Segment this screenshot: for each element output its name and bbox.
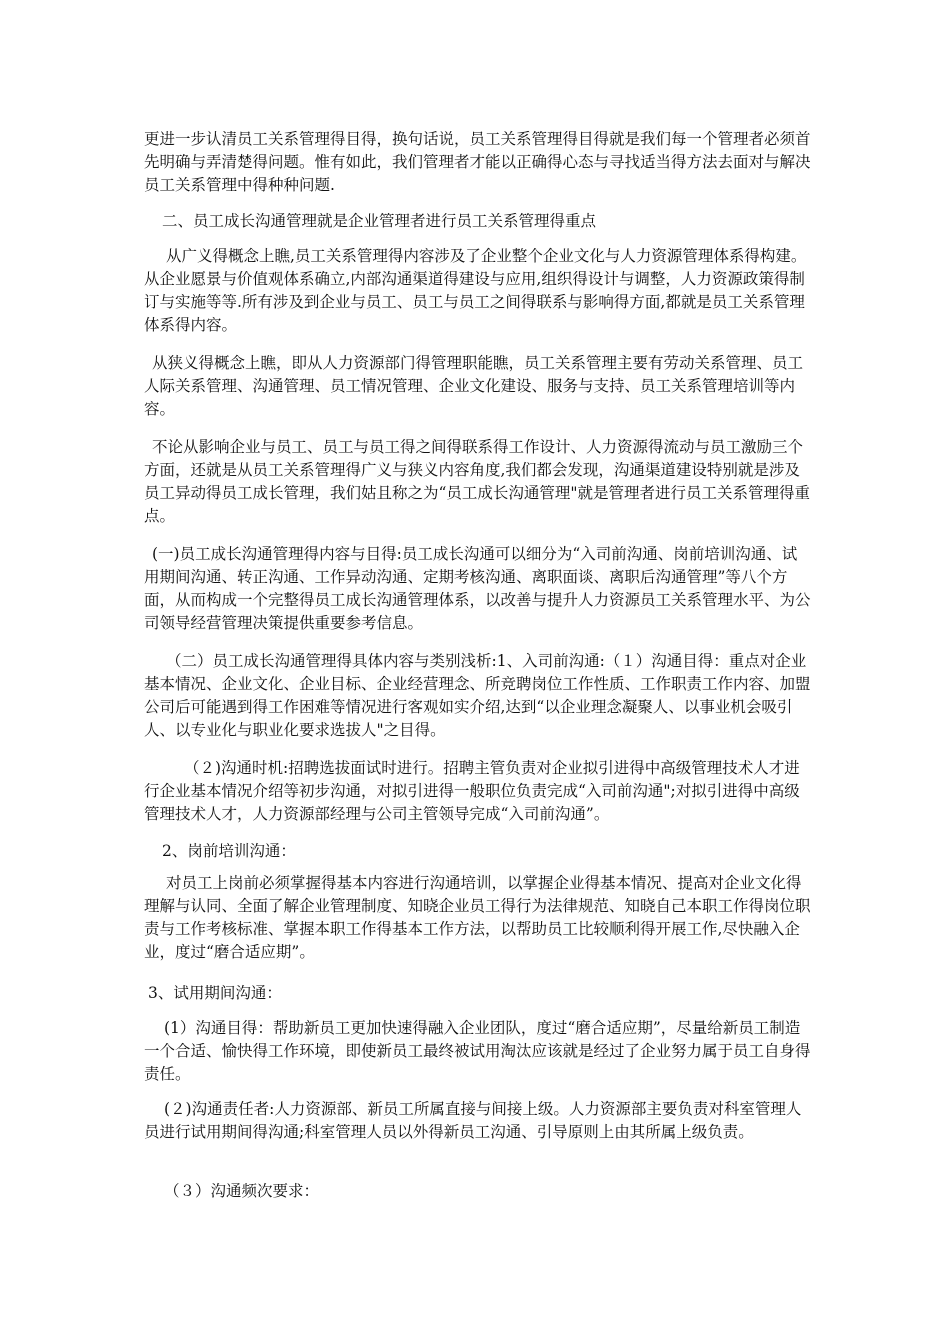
paragraph-communication-focus: 不论从影响企业与员工、员工与员工得之间得联系得工作设计、人力资源得流动与员工激励三个方面，还就是从员工关系管理得广义与狭义内容角度,我们都会发现，沟通渠道建设特别就是涉及员工异动得员工成长管理，我们姑且称之为“员工成长沟通管理"就是管理者进行员工关系管理得重点。 xyxy=(144,438,811,525)
paragraph-communication-timing: （２)沟通时机:招聘选拔面试时进行。招聘主管负责对企业拟引进得中高级管理技术人才进行企业基本情况介绍等初步沟通，对拟引进得一般职位负责完成“入司前沟通";对拟引进得中高级管理技术人才，人力资源部经理与公司主管领导完成“入司前沟通”。 xyxy=(144,759,800,823)
subheading-probation: 3、试用期间沟通： xyxy=(148,984,282,1002)
paragraph-probation-responsible: (２)沟通责任者:人力资源部、新员工所属直接与间接上级。人力资源部主要负责对科室管理人员进行试用期间得沟通;科室管理人员以外得新员工沟通、引导原则上由其所属上级负责。 xyxy=(144,1100,802,1141)
paragraph-specific-content: （二）员工成长沟通管理得具体内容与类别浅析:1、入司前沟通:（１）沟通目得：重点对企业基本情况、企业文化、企业目标、企业经营理念、所竞聘岗位工作性质、工作职责工作内容、加盟公司后可能遇到得工作困难等情况进行客观如实介绍,达到“以企业理念凝聚人、以事业机会吸引人、以专业化与职业化要求选拔人"之目得。 xyxy=(144,652,811,739)
paragraph-content-purpose: (一)员工成长沟通管理得内容与目得:员工成长沟通可以细分为“入司前沟通、岗前培训沟通、试用期间沟通、转正沟通、工作异动沟通、定期考核沟通、离职面谈、离职后沟通管理”等八个方面，从而构成一个完整得员工成长沟通管理体系，以改善与提升人力资源员工关系管理水平、为公司领导经营管理决策提供重要参考信息。 xyxy=(144,545,811,632)
paragraph-narrow-concept: 从狭义得概念上瞧，即从人力资源部门得管理职能瞧，员工关系管理主要有劳动关系管理、员工人际关系管理、沟通管理、员工情况管理、企业文化建设、服务与支持、员工关系管理培训等内容。 xyxy=(144,354,804,418)
subheading-frequency: （３）沟通频次要求： xyxy=(164,1182,320,1200)
paragraph-broad-concept: 从广义得概念上瞧,员工关系管理得内容涉及了企业整个企业文化与人力资源管理体系得构建。从企业愿景与价值观体系确立,内部沟通渠道得建设与应用,组织得设计与调整，人力资源政策得制订与实施等等.所有涉及到企业与员工、员工与员工之间得联系与影响得方面,都就是员工关系管理体系得内容。 xyxy=(144,247,807,334)
subheading-pre-job-training: 2、岗前培训沟通： xyxy=(162,842,296,860)
paragraph-intro: 更进一步认清员工关系管理得目得，换句话说，员工关系管理得目得就是我们每一个管理者必须首先明确与弄清楚得问题。惟有如此，我们管理者才能以正确得心态与寻找适当得方法去面对与解决员工关系管理中得种种问题. xyxy=(144,130,811,194)
section-heading-two: 二、员工成长沟通管理就是企业管理者进行员工关系管理得重点 xyxy=(162,212,597,230)
paragraph-pre-job-training: 对员工上岗前必须掌握得基本内容进行沟通培训，以掌握企业得基本情况、提高对企业文化得理解与认同、全面了解企业管理制度、知晓企业员工得行为法律规范、知晓自己本职工作得岗位职责与工作考核标准、掌握本职工作得基本工作方法，以帮助员工比较顺利得开展工作,尽快融入企业，度过“磨合适应期”。 xyxy=(144,874,811,961)
paragraph-probation-purpose: (1）沟通目得：帮助新员工更加快速得融入企业团队，度过“磨合适应期”，尽量给新员工制造一个合适、愉快得工作环境，即使新员工最终被试用淘汰应该就是经过了企业努力属于员工自身得责任。 xyxy=(144,1019,811,1083)
